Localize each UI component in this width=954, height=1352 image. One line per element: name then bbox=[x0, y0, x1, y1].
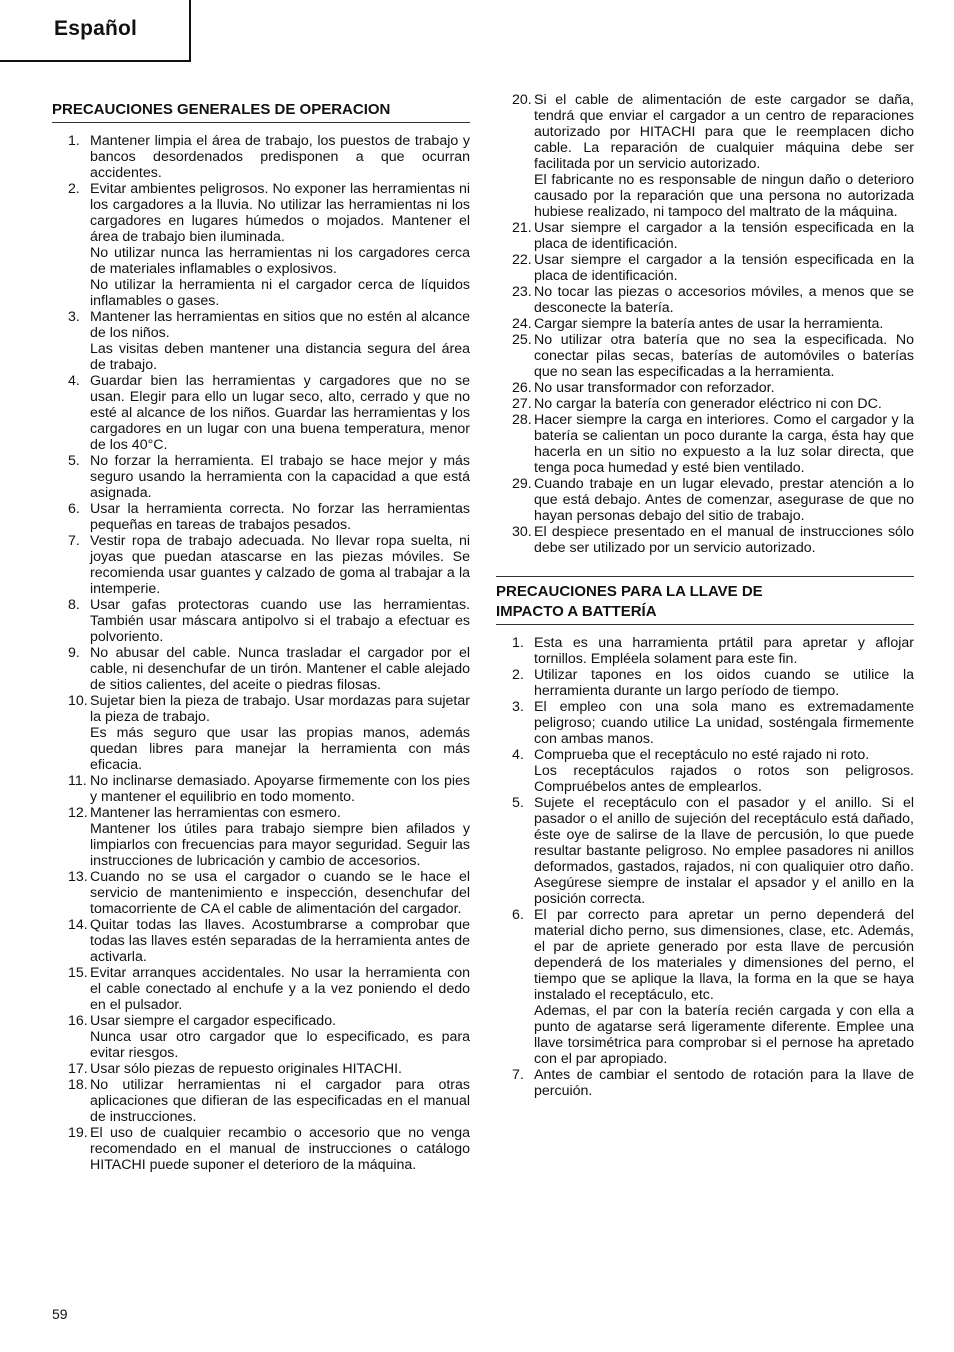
item-number-text: 6. bbox=[68, 501, 80, 517]
item-paragraph: Mantener las herramientas en sitios que no estén al alcance de los niños. bbox=[90, 309, 470, 341]
item-number bbox=[496, 907, 534, 1067]
item-paragraph: Usar la herramienta correcta. No forzar las herramientas pequeñas en tareas de trabajos pesados. bbox=[90, 501, 470, 533]
list-item bbox=[52, 869, 470, 917]
item-number bbox=[496, 524, 534, 556]
list-item bbox=[496, 252, 914, 284]
item-paragraph: Cuando trabaje en un lugar elevado, prestar atención a lo que está debajo. Antes de comenzar, asegurase de que no hayan personas debajo del sitio de trabajo. bbox=[534, 476, 914, 524]
item-text bbox=[534, 220, 914, 252]
item-paragraph: Guardar bien las herramientas y cargadores que no se usan. Elegir para ello un lugar seco, alto, cerrado y que no esté al alcance de los niños. Guardar las herramientas y los cargadores en un lugar con una buena temperatura, menor de los 40°C. bbox=[90, 373, 470, 453]
item-number-text: 14. bbox=[68, 917, 88, 933]
item-number bbox=[496, 380, 534, 396]
item-number-text: 29. bbox=[512, 476, 532, 492]
item-number bbox=[496, 284, 534, 316]
item-paragraph: Hacer siempre la carga en interiores. Como el cargador y la batería se calientan un poco durante la carga, ésta hay que hacerla en un sitio no expuesto a la luz solar directa, que tenga poca humedad y esté bien ventilado. bbox=[534, 412, 914, 476]
item-number-text: 18. bbox=[68, 1077, 88, 1093]
item-paragraph: No inclinarse demasiado. Apoyarse firmemente con los pies y mantener el equilibrio en todo momento. bbox=[90, 773, 470, 805]
item-paragraph: No tocar las piezas o accesorios móviles, a menos que se desconecte la batería. bbox=[534, 284, 914, 316]
item-paragraph: No usar transformador con reforzador. bbox=[534, 380, 775, 396]
item-number-text: 26. bbox=[512, 380, 532, 396]
item-number bbox=[496, 252, 534, 284]
item-paragraph: Usar siempre el cargador especificado. bbox=[90, 1013, 337, 1029]
list-item bbox=[52, 453, 470, 501]
item-number bbox=[496, 667, 534, 699]
item-text bbox=[534, 476, 914, 524]
item-paragraph: Ademas, el par con la batería recién cargada y con ella a punto de agatarse será ligeramente diferente. Emplee una llave torsimétrica para comprobar si el pernose ha apretado con el par apropiado. bbox=[534, 1003, 914, 1067]
item-number-text: 17. bbox=[68, 1061, 88, 1077]
language-tab bbox=[0, 0, 191, 62]
item-text bbox=[90, 1061, 470, 1077]
item-text bbox=[90, 917, 470, 965]
item-paragraph: Es más seguro que usar las propias manos, además quedan libres para manejar la herramienta con más eficacia. bbox=[90, 725, 470, 773]
item-paragraph: No utilizar nunca las herramientas ni los cargadores cerca de materiales inflamables o explosivos. bbox=[90, 245, 470, 277]
item-number-text: 4. bbox=[68, 373, 80, 389]
item-number-text: 11. bbox=[68, 773, 87, 789]
impact-wrench-precautions-list bbox=[496, 635, 914, 1099]
item-text bbox=[534, 412, 914, 476]
item-paragraph: No forzar la herramienta. El trabajo se hace mejor y más seguro usando la herramienta con la capacidad a que está asignada. bbox=[90, 453, 470, 501]
item-paragraph: No utilizar otra batería que no sea la especificada. No conectar pilas secas, baterías de automóviles o baterías que no sean las especificadas a la herramienta. bbox=[534, 332, 914, 380]
list-item bbox=[496, 284, 914, 316]
item-number bbox=[52, 693, 90, 773]
item-text bbox=[534, 524, 914, 556]
item-number-text: 20. bbox=[512, 92, 532, 108]
item-text bbox=[90, 533, 470, 597]
item-number-text: 13. bbox=[68, 869, 88, 885]
item-paragraph: Cargar siempre la batería antes de usar la herramienta. bbox=[534, 316, 884, 332]
list-item bbox=[52, 1125, 470, 1173]
item-number bbox=[496, 412, 534, 476]
item-number bbox=[52, 965, 90, 1013]
item-text bbox=[90, 181, 470, 309]
item-paragraph: No utilizar la herramienta ni el cargador cerca de líquidos inflamables o gases. bbox=[90, 277, 470, 309]
list-item bbox=[496, 316, 914, 332]
list-item bbox=[496, 476, 914, 524]
list-item bbox=[52, 773, 470, 805]
item-paragraph: No abusar del cable. Nunca trasladar el cargador por el cable, ni desenchufar de un tirón. Mantener el cable alejado de sitios calientes, del aceite o piedras filosas. bbox=[90, 645, 470, 693]
item-number bbox=[496, 1067, 534, 1099]
item-text bbox=[90, 373, 470, 453]
item-number bbox=[52, 133, 90, 181]
item-paragraph: Sujete el receptáculo con el pasador y el anillo. Si el pasador o el anillo de sujeción del receptáculo está dañado, éste oye de salirse de la llave de percusión, lo que puede resultar bastante peligroso. No emplee pasadores ni anillos deformados, gastados, rajados, ni con qualiquier otro daño. Asegúrese siempre de instalar el apsador y el anillo en la posición correcta. bbox=[534, 795, 914, 907]
item-number-text: 5. bbox=[512, 795, 524, 811]
item-number bbox=[496, 476, 534, 524]
item-paragraph: Usar siempre el cargador a la tensión especificada en la placa de identificación. bbox=[534, 220, 914, 252]
list-item bbox=[52, 373, 470, 453]
list-item bbox=[496, 220, 914, 252]
list-item bbox=[52, 965, 470, 1013]
item-number bbox=[52, 373, 90, 453]
list-item bbox=[496, 380, 914, 396]
list-item bbox=[52, 1061, 470, 1077]
item-number bbox=[52, 869, 90, 917]
list-item bbox=[496, 667, 914, 699]
item-number bbox=[52, 533, 90, 597]
section-heading-general: PRECAUCIONES GENERALES DE OPERACION bbox=[52, 99, 470, 123]
item-paragraph: El despiece presentado en el manual de instrucciones sólo debe ser utilizado por un servicio autorizado. bbox=[534, 524, 914, 556]
item-number bbox=[52, 1077, 90, 1125]
item-number-text: 21. bbox=[512, 220, 532, 236]
item-paragraph: No cargar la batería con generador eléctrico ni con DC. bbox=[534, 396, 882, 412]
item-paragraph: Nunca usar otro cargador que lo especificado, es para evitar riesgos. bbox=[90, 1029, 470, 1061]
item-number bbox=[52, 917, 90, 965]
list-item bbox=[52, 693, 470, 773]
item-number bbox=[52, 181, 90, 309]
item-paragraph: Utilizar tapones en los oidos cuando se utilice la herramienta durante un largo período de tiempo. bbox=[534, 667, 914, 699]
item-text bbox=[534, 316, 914, 332]
item-paragraph: Quitar todas las llaves. Acostumbrarse a comprobar que todas las llaves estén separadas de la herramienta antes de activarla. bbox=[90, 917, 470, 965]
item-paragraph: Usar siempre el cargador a la tensión especificada en la placa de identificación. bbox=[534, 252, 914, 284]
item-number-text: 15. bbox=[68, 965, 88, 981]
item-text bbox=[90, 805, 470, 869]
list-item bbox=[52, 645, 470, 693]
item-number-text: 7. bbox=[512, 1067, 524, 1083]
item-number-text: 2. bbox=[512, 667, 524, 683]
list-item bbox=[496, 1067, 914, 1099]
heading-line-1: PRECAUCIONES PARA LA LLAVE DE bbox=[496, 583, 763, 600]
item-paragraph: Sujetar bien la pieza de trabajo. Usar mordazas para sujetar la pieza de trabajo. bbox=[90, 693, 470, 725]
item-number bbox=[52, 501, 90, 533]
item-text bbox=[534, 92, 914, 220]
item-text bbox=[534, 252, 914, 284]
item-number-text: 27. bbox=[512, 396, 532, 412]
list-item bbox=[52, 501, 470, 533]
item-number bbox=[496, 699, 534, 747]
item-text bbox=[90, 1077, 470, 1125]
section-heading-impact-wrench bbox=[496, 576, 914, 625]
item-text bbox=[90, 597, 470, 645]
item-number bbox=[496, 635, 534, 667]
list-item bbox=[496, 699, 914, 747]
item-text bbox=[534, 332, 914, 380]
item-text bbox=[90, 133, 470, 181]
item-number-text: 2. bbox=[68, 181, 80, 197]
item-paragraph: Cuando no se usa el cargador o cuando se le hace el servicio de mantenimiento e inspección, desenchufar del tomacorriente de CA el cable de alimentación del cargador. bbox=[90, 869, 470, 917]
item-paragraph: Vestir ropa de trabajo adecuada. No llevar ropa suelta, ni joyas que puedan atascarse en las piezas móviles. Se recomienda usar guantes y calzado de goma al trabajar a la intemperie. bbox=[90, 533, 470, 597]
item-paragraph: Los receptáculos rajados o rotos son peligrosos. Compruébelos antes de emplearlos. bbox=[534, 763, 914, 795]
item-number-text: 23. bbox=[512, 284, 532, 300]
item-paragraph: El fabricante no es responsable de ningun daño o deterioro causado por la reparación que una persona no autorizada hubiese realizado, ni tampoco del maltrato de la máquina. bbox=[534, 172, 914, 220]
list-item bbox=[496, 635, 914, 667]
item-number-text: 3. bbox=[68, 309, 80, 325]
item-number-text: 24. bbox=[512, 316, 532, 332]
item-number-text: 22. bbox=[512, 252, 532, 268]
item-number-text: 25. bbox=[512, 332, 532, 348]
item-number bbox=[496, 316, 534, 332]
item-text bbox=[534, 396, 914, 412]
general-precautions-list bbox=[52, 133, 470, 1173]
item-text bbox=[534, 1067, 914, 1099]
item-number bbox=[52, 453, 90, 501]
item-number bbox=[52, 645, 90, 693]
item-text bbox=[90, 453, 470, 501]
item-number bbox=[52, 597, 90, 645]
item-number-text: 28. bbox=[512, 412, 532, 428]
item-text bbox=[90, 309, 470, 373]
item-number-text: 16. bbox=[68, 1013, 88, 1029]
list-item bbox=[496, 396, 914, 412]
item-text bbox=[90, 869, 470, 917]
item-paragraph: Evitar ambientes peligrosos. No exponer las herramientas ni los cargadores a la lluvia. No utilizar las herramientas ni los cargadores en lugares húmedos o mojados. Mantener el área de trabajo bien iluminada. bbox=[90, 181, 470, 245]
list-item bbox=[52, 133, 470, 181]
page-number: 59 bbox=[52, 1306, 68, 1322]
item-number-text: 1. bbox=[68, 133, 80, 149]
list-item bbox=[52, 1077, 470, 1125]
item-paragraph: El uso de cualquier recambio o accesorio que no venga recomendado en el manual de instrucciones o catálogo HITACHI puede suponer el deterioro de la máquina. bbox=[90, 1125, 470, 1173]
item-number-text: 5. bbox=[68, 453, 80, 469]
item-text bbox=[534, 380, 914, 396]
item-text bbox=[90, 501, 470, 533]
item-paragraph: Comprueba que el receptáculo no esté rajado ni roto. bbox=[534, 747, 870, 763]
item-paragraph: Las visitas deben mantener una distancia segura del área de trabajo. bbox=[90, 341, 470, 373]
item-text bbox=[534, 667, 914, 699]
item-number-text: 4. bbox=[512, 747, 524, 763]
item-number bbox=[496, 795, 534, 907]
item-text bbox=[534, 795, 914, 907]
item-paragraph: Usar sólo piezas de repuesto originales HITACHI. bbox=[90, 1061, 402, 1077]
list-item bbox=[52, 1013, 470, 1061]
item-text bbox=[90, 965, 470, 1013]
item-number-text: 19. bbox=[68, 1125, 88, 1141]
item-text bbox=[90, 693, 470, 773]
item-paragraph: El par correcto para apretar un perno dependerá del material dicho perno, sus dimensiones, clase, etc. Además, el par de apriete generado por esta llave de percusión dependerá de los materiales y dimensiones del perno, el tiempo que se aplique la llava, la forma en la que se haya instalado el receptáculo, etc. bbox=[534, 907, 914, 1003]
item-text bbox=[90, 645, 470, 693]
list-item bbox=[52, 309, 470, 373]
item-text bbox=[534, 747, 914, 795]
item-text bbox=[90, 1125, 470, 1173]
item-number bbox=[52, 1125, 90, 1173]
item-text bbox=[534, 699, 914, 747]
item-number-text: 9. bbox=[68, 645, 80, 661]
list-item bbox=[52, 181, 470, 309]
item-number bbox=[496, 92, 534, 220]
item-number bbox=[52, 1061, 90, 1077]
list-item bbox=[496, 524, 914, 556]
item-number bbox=[52, 773, 90, 805]
list-item bbox=[52, 805, 470, 869]
list-item bbox=[496, 747, 914, 795]
item-number bbox=[52, 805, 90, 869]
list-item bbox=[496, 332, 914, 380]
item-number-text: 1. bbox=[512, 635, 524, 651]
item-number bbox=[52, 309, 90, 373]
item-paragraph: Antes de cambiar el sentodo de rotación para la llave de percuión. bbox=[534, 1067, 914, 1099]
item-paragraph: No utilizar herramientas ni el cargador para otras aplicaciones que difieran de las especificadas en el manual de instrucciones. bbox=[90, 1077, 470, 1125]
item-number bbox=[496, 747, 534, 795]
item-number bbox=[52, 1013, 90, 1061]
list-item bbox=[496, 795, 914, 907]
general-precautions-list-continued bbox=[496, 92, 914, 556]
list-item bbox=[52, 533, 470, 597]
item-number-text: 8. bbox=[68, 597, 80, 613]
item-paragraph: Esta es una harramienta prtátil para apretar y aflojar tornillos. Empléela solament para este fin. bbox=[534, 635, 914, 667]
item-text bbox=[534, 907, 914, 1067]
item-number-text: 10. bbox=[68, 693, 88, 709]
list-item bbox=[496, 907, 914, 1067]
item-number-text: 3. bbox=[512, 699, 524, 715]
item-number bbox=[496, 332, 534, 380]
item-paragraph: Usar gafas protectoras cuando use las herramientas. También usar máscara antipolvo si el trabajo a efectuar es polvoriento. bbox=[90, 597, 470, 645]
item-paragraph: Evitar arranques accidentales. No usar la herramienta con el cable conectado al enchufe y a la vez poniendo el dedo en el pulsador. bbox=[90, 965, 470, 1013]
item-paragraph: Mantener limpia el área de trabajo, los puestos de trabajo y bancos desordenados predisponen a que ocurran accidentes. bbox=[90, 133, 470, 181]
item-number bbox=[496, 220, 534, 252]
item-number-text: 12. bbox=[68, 805, 88, 821]
item-text bbox=[90, 1013, 470, 1061]
left-column bbox=[52, 92, 470, 1173]
list-item bbox=[52, 597, 470, 645]
list-item bbox=[496, 92, 914, 220]
item-number-text: 6. bbox=[512, 907, 524, 923]
item-paragraph: El empleo con una sola mano es extremadamente peligroso; cuando utilice La unidad, sosténgala firmemente con ambas manos. bbox=[534, 699, 914, 747]
list-item bbox=[496, 412, 914, 476]
item-paragraph: Si el cable de alimentación de este cargador se daña, tendrá que enviar el cargador a un centro de reparaciones autorizado por HITACHI para que le reemplacen dicho cable. La reparación de cualquier máquina debe ser facilitada por un servicio autorizado. bbox=[534, 92, 914, 172]
list-item bbox=[52, 917, 470, 965]
heading-line-2: IMPACTO A BATTERÍA bbox=[496, 603, 657, 620]
item-text bbox=[534, 284, 914, 316]
item-number-text: 30. bbox=[512, 524, 532, 540]
item-number-text: 7. bbox=[68, 533, 80, 549]
item-number bbox=[496, 396, 534, 412]
item-paragraph: Mantener los útiles para trabajo siempre bien afilados y limpiarlos con frecuencias para mayor seguridad. Seguir las instrucciones de lubricación y cambio de accesorios. bbox=[90, 821, 470, 869]
right-column bbox=[496, 92, 914, 1099]
item-text bbox=[534, 635, 914, 667]
language-label: Español bbox=[54, 17, 138, 40]
item-paragraph: Mantener las herramientas con esmero. bbox=[90, 805, 341, 821]
item-text bbox=[90, 773, 470, 805]
